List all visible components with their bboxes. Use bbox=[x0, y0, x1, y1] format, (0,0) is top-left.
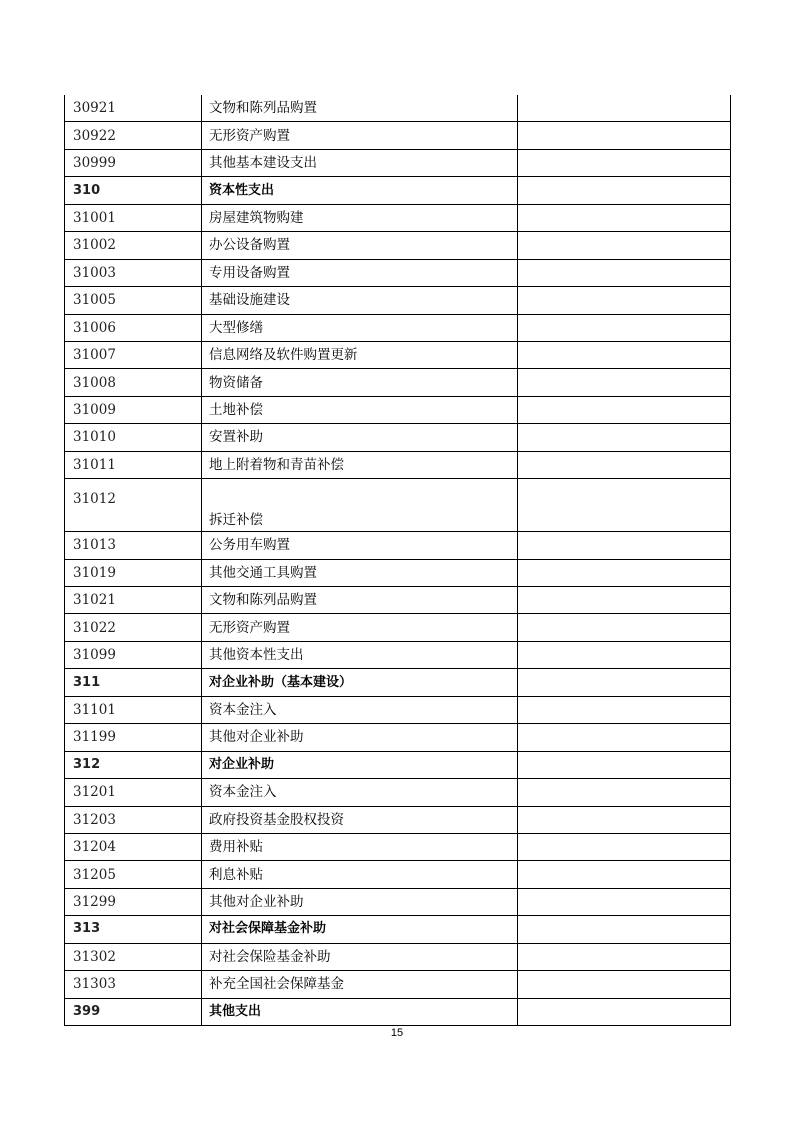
table-row bbox=[65, 232, 731, 259]
code-cell: 31009 bbox=[65, 396, 202, 423]
category-code-cell: 311 bbox=[65, 669, 202, 696]
table-row bbox=[65, 287, 731, 314]
code-cell: 31006 bbox=[65, 314, 202, 341]
name-cell: 房屋建筑物购建 bbox=[202, 204, 518, 231]
value-cell bbox=[518, 149, 731, 176]
code-cell: 31302 bbox=[65, 943, 202, 970]
name-cell: 政府投资基金股权投资 bbox=[202, 806, 518, 833]
table-row bbox=[65, 341, 731, 368]
code-cell: 31001 bbox=[65, 204, 202, 231]
table-row bbox=[65, 149, 731, 176]
code-cell: 31205 bbox=[65, 861, 202, 888]
code-cell: 31303 bbox=[65, 971, 202, 998]
table-row bbox=[65, 532, 731, 559]
table-row bbox=[65, 888, 731, 915]
category-code-cell: 310 bbox=[65, 177, 202, 204]
table-row bbox=[65, 806, 731, 833]
code-cell: 31005 bbox=[65, 287, 202, 314]
category-code-cell: 312 bbox=[65, 751, 202, 778]
code-cell: 31010 bbox=[65, 424, 202, 451]
table-row bbox=[65, 833, 731, 860]
table-row bbox=[65, 259, 731, 286]
table-row bbox=[65, 696, 731, 723]
value-cell bbox=[518, 587, 731, 614]
category-name-cell: 其他支出 bbox=[202, 998, 518, 1025]
value-cell bbox=[518, 451, 731, 478]
name-cell: 拆迁补偿 bbox=[202, 479, 518, 532]
code-cell: 31003 bbox=[65, 259, 202, 286]
value-cell bbox=[518, 287, 731, 314]
value-cell bbox=[518, 232, 731, 259]
value-cell bbox=[518, 95, 731, 122]
value-cell bbox=[518, 779, 731, 806]
category-row bbox=[65, 916, 731, 943]
code-cell: 31019 bbox=[65, 559, 202, 586]
name-cell: 公务用车购置 bbox=[202, 532, 518, 559]
table-row bbox=[65, 641, 731, 668]
value-cell bbox=[518, 122, 731, 149]
code-cell: 31201 bbox=[65, 779, 202, 806]
table-row bbox=[65, 314, 731, 341]
name-cell: 办公设备购置 bbox=[202, 232, 518, 259]
name-cell: 其他交通工具购置 bbox=[202, 559, 518, 586]
name-cell: 对社会保险基金补助 bbox=[202, 943, 518, 970]
value-cell bbox=[518, 369, 731, 396]
code-cell: 31099 bbox=[65, 641, 202, 668]
table-row bbox=[65, 614, 731, 641]
code-cell: 31007 bbox=[65, 341, 202, 368]
page-number: 15 bbox=[390, 1027, 404, 1039]
code-cell: 31013 bbox=[65, 532, 202, 559]
value-cell bbox=[518, 751, 731, 778]
table-row bbox=[65, 204, 731, 231]
code-cell: 31021 bbox=[65, 587, 202, 614]
table-row bbox=[65, 724, 731, 751]
code-cell: 30921 bbox=[65, 95, 202, 122]
value-cell bbox=[518, 641, 731, 668]
value-cell bbox=[518, 424, 731, 451]
code-cell: 31204 bbox=[65, 833, 202, 860]
table-row bbox=[65, 369, 731, 396]
name-cell: 其他对企业补助 bbox=[202, 724, 518, 751]
value-cell bbox=[518, 314, 731, 341]
name-cell: 利息补贴 bbox=[202, 861, 518, 888]
expenditure-code-table bbox=[64, 95, 731, 1026]
code-cell: 31008 bbox=[65, 369, 202, 396]
table-row bbox=[65, 396, 731, 423]
code-cell: 31022 bbox=[65, 614, 202, 641]
value-cell bbox=[518, 532, 731, 559]
category-name-cell: 对企业补助 bbox=[202, 751, 518, 778]
value-cell bbox=[518, 259, 731, 286]
name-cell: 文物和陈列品购置 bbox=[202, 587, 518, 614]
name-cell: 大型修缮 bbox=[202, 314, 518, 341]
value-cell bbox=[518, 696, 731, 723]
value-cell bbox=[518, 177, 731, 204]
name-cell: 资本金注入 bbox=[202, 696, 518, 723]
name-cell: 补充全国社会保障基金 bbox=[202, 971, 518, 998]
name-cell: 安置补助 bbox=[202, 424, 518, 451]
category-row bbox=[65, 998, 731, 1025]
table-row bbox=[65, 451, 731, 478]
code-cell: 31011 bbox=[65, 451, 202, 478]
category-name-cell: 对社会保障基金补助 bbox=[202, 916, 518, 943]
category-row bbox=[65, 751, 731, 778]
table-row bbox=[65, 479, 731, 532]
category-row bbox=[65, 177, 731, 204]
code-cell: 31101 bbox=[65, 696, 202, 723]
name-cell: 其他基本建设支出 bbox=[202, 149, 518, 176]
value-cell bbox=[518, 806, 731, 833]
table-row bbox=[65, 943, 731, 970]
table-row bbox=[65, 861, 731, 888]
category-code-cell: 313 bbox=[65, 916, 202, 943]
category-row bbox=[65, 669, 731, 696]
name-cell: 其他对企业补助 bbox=[202, 888, 518, 915]
category-name-cell: 资本性支出 bbox=[202, 177, 518, 204]
value-cell bbox=[518, 341, 731, 368]
value-cell bbox=[518, 861, 731, 888]
value-cell bbox=[518, 559, 731, 586]
name-cell: 基础设施建设 bbox=[202, 287, 518, 314]
table-row bbox=[65, 587, 731, 614]
value-cell bbox=[518, 669, 731, 696]
value-cell bbox=[518, 888, 731, 915]
name-cell: 地上附着物和青苗补偿 bbox=[202, 451, 518, 478]
table-row bbox=[65, 971, 731, 998]
code-cell: 30922 bbox=[65, 122, 202, 149]
value-cell bbox=[518, 396, 731, 423]
name-cell: 费用补贴 bbox=[202, 833, 518, 860]
value-cell bbox=[518, 204, 731, 231]
name-cell: 资本金注入 bbox=[202, 779, 518, 806]
name-cell: 无形资产购置 bbox=[202, 122, 518, 149]
value-cell bbox=[518, 943, 731, 970]
name-cell: 无形资产购置 bbox=[202, 614, 518, 641]
value-cell bbox=[518, 724, 731, 751]
table-row bbox=[65, 779, 731, 806]
name-cell: 物资储备 bbox=[202, 369, 518, 396]
value-cell bbox=[518, 614, 731, 641]
table-row bbox=[65, 559, 731, 586]
code-cell: 31002 bbox=[65, 232, 202, 259]
code-cell: 31203 bbox=[65, 806, 202, 833]
name-cell: 信息网络及软件购置更新 bbox=[202, 341, 518, 368]
name-cell: 文物和陈列品购置 bbox=[202, 95, 518, 122]
table-row bbox=[65, 122, 731, 149]
code-cell: 31299 bbox=[65, 888, 202, 915]
table-row bbox=[65, 95, 731, 122]
table-row bbox=[65, 424, 731, 451]
value-cell bbox=[518, 833, 731, 860]
name-cell: 土地补偿 bbox=[202, 396, 518, 423]
code-cell: 31012 bbox=[65, 479, 202, 532]
value-cell bbox=[518, 971, 731, 998]
value-cell bbox=[518, 998, 731, 1025]
code-cell: 30999 bbox=[65, 149, 202, 176]
name-cell: 其他资本性支出 bbox=[202, 641, 518, 668]
code-cell: 31199 bbox=[65, 724, 202, 751]
category-code-cell: 399 bbox=[65, 998, 202, 1025]
value-cell bbox=[518, 479, 731, 532]
name-cell: 专用设备购置 bbox=[202, 259, 518, 286]
category-name-cell: 对企业补助（基本建设） bbox=[202, 669, 518, 696]
value-cell bbox=[518, 916, 731, 943]
